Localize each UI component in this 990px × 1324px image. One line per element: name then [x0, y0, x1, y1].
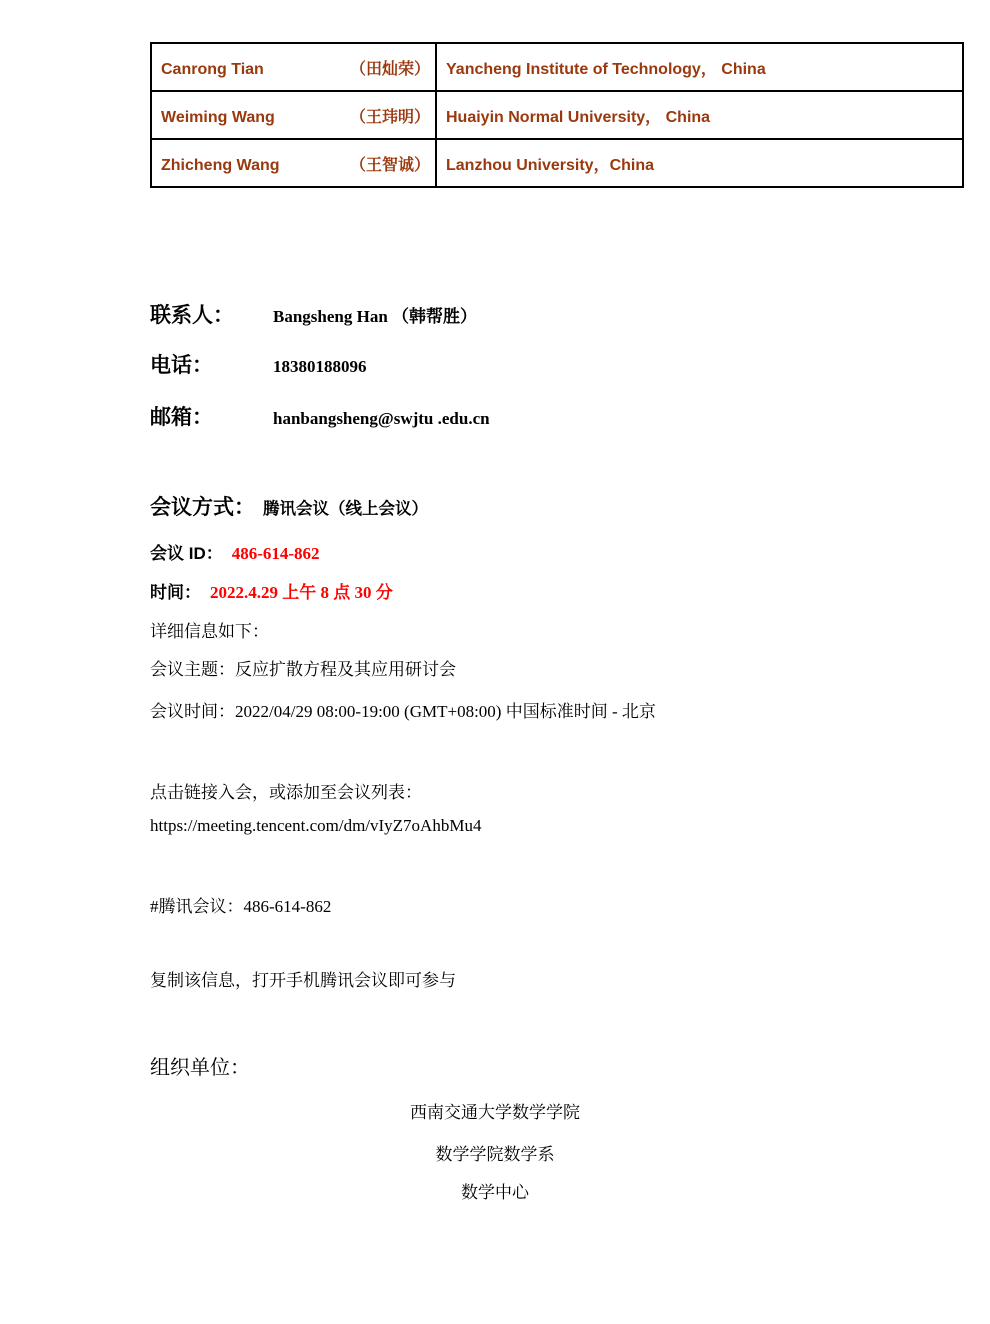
meeting-link[interactable]: https://meeting.tencent.com/dm/vIyZ7oAhbMu4: [150, 816, 482, 835]
committee-name-cn: （田灿荣）: [349, 60, 430, 78]
committee-table: [150, 42, 964, 188]
meeting-method-row: [150, 491, 428, 521]
contact-email-value: hanbangsheng@swjtu .edu.cn: [273, 409, 490, 428]
meeting-id-value: 486-614-862: [231, 544, 320, 563]
contact-email-row: [150, 401, 490, 431]
meeting-method-value: 腾讯会议（线上会议）: [263, 500, 428, 518]
contact-email-label: 邮箱：: [150, 406, 213, 429]
committee-name-en: Zhicheng Wang: [161, 156, 280, 174]
committee-name-cn: （王智诚）: [349, 156, 430, 174]
organizer-item: 数学学院数学系: [435, 1145, 555, 1164]
committee-affiliation: Yancheng Institute of Technology， China: [436, 43, 963, 91]
table-row: [151, 43, 963, 91]
meeting-topic-line: 会议主题：反应扩散方程及其应用研讨会: [150, 660, 456, 679]
table-row: [151, 91, 963, 139]
meeting-method-label: 会议方式：: [150, 496, 255, 519]
committee-name-cn: （王玮明）: [349, 108, 430, 126]
contact-person-label: 联系人：: [150, 304, 234, 327]
organizer-item: 数学中心: [461, 1183, 529, 1202]
join-hint: 点击链接入会，或添加至会议列表：: [150, 783, 422, 802]
table-row: [151, 139, 963, 187]
committee-name-en: Weiming Wang: [161, 108, 275, 126]
contact-person-value: Bangsheng Han （韩帮胜）: [273, 307, 478, 326]
meeting-time-row: [150, 578, 393, 603]
contact-phone-label: 电话：: [150, 354, 213, 377]
contact-phone-row: [150, 349, 367, 379]
committee-affiliation: Huaiyin Normal University， China: [436, 91, 963, 139]
committee-name-en: Canrong Tian: [161, 60, 264, 78]
organizers-label: 组织单位：: [150, 1057, 250, 1079]
meeting-schedule-line: 会议时间：2022/04/29 08:00-19:00 (GMT+08:00) 中国标准时间 - 北京: [150, 702, 656, 721]
organizer-item: 西南交通大学数学学院: [410, 1103, 580, 1122]
meeting-id-label: 会议 ID：: [150, 544, 223, 563]
contact-person-row: [150, 299, 477, 329]
meeting-time-value: 2022.4.29 上午 8 点 30 分: [210, 583, 393, 602]
tencent-id-line: #腾讯会议：486-614-862: [150, 897, 332, 916]
copy-hint: 复制该信息，打开手机腾讯会议即可参与: [150, 971, 456, 990]
committee-affiliation: Lanzhou University，China: [436, 139, 963, 187]
details-heading: 详细信息如下：: [150, 622, 269, 641]
meeting-id-row: [150, 539, 320, 564]
contact-phone-value: 18380188096: [273, 357, 367, 376]
meeting-time-label: 时间：: [150, 583, 201, 602]
